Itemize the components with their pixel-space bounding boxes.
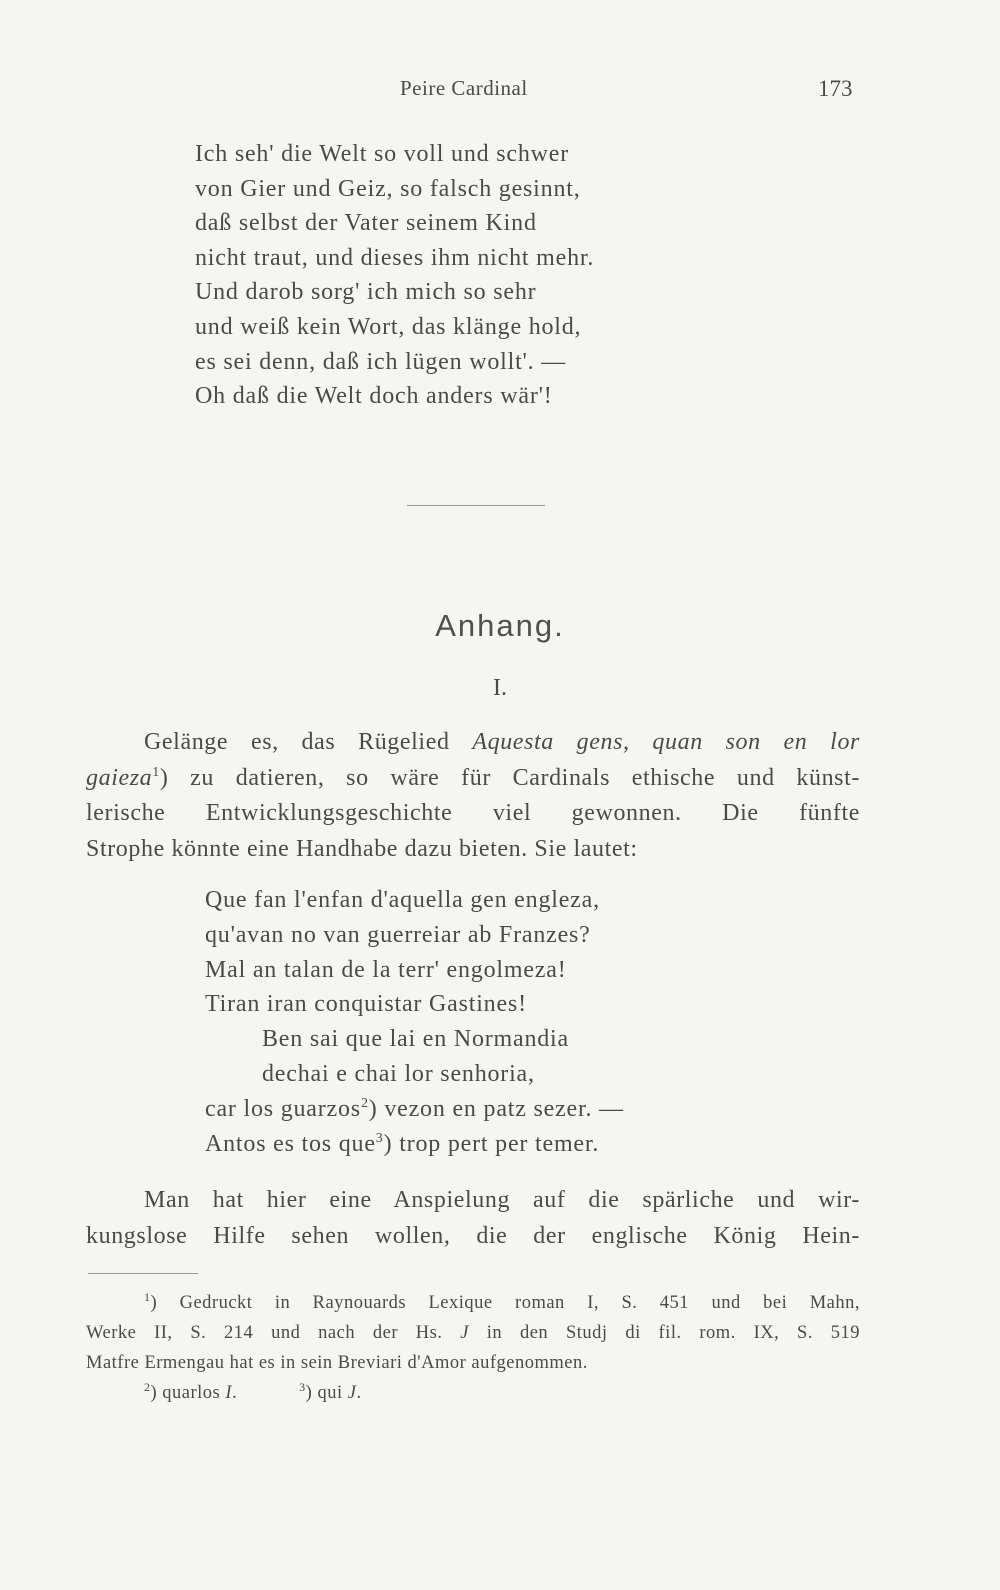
paragraph-line: gaieza$^1$) zu datieren, so wäre für Cardinals ethische und künst- — [86, 764, 860, 791]
paragraph-commentary — [86, 1183, 860, 1254]
footnote-ref: 3 — [375, 1130, 384, 1146]
footnote-marker: 3 — [299, 1380, 306, 1394]
poem-translation — [195, 137, 594, 414]
page-number: 173 — [818, 76, 853, 101]
paragraph-line: Gelänge es, das Rügelied Aquesta gens, quan son en lor — [144, 729, 860, 755]
song-title-cont: gaieza — [86, 764, 153, 791]
footnote-ref: 2 — [360, 1095, 369, 1111]
running-title: Peire Cardinal — [400, 76, 528, 100]
footnotes-2-3: $^2$) quarlos I. $^3$) qui J. — [144, 1380, 362, 1403]
poem-line: Tiran iran conquistar Gastines! — [205, 991, 527, 1018]
poem-line: Mal an talan de la terr' engolmeza! — [205, 956, 567, 983]
poem-original — [205, 883, 624, 1161]
paragraph-line: lerische Entwicklungsgeschichte viel gewonnen. Die fünfte — [86, 800, 860, 826]
running-head — [0, 76, 1000, 106]
footnote-ref: 1 — [152, 764, 160, 780]
footnote-1-cont: Matfre Ermengau hat es in sein Breviari d'Amor aufgenommen. — [86, 1353, 588, 1373]
poem-line: Ich seh' die Welt so voll und schwer — [195, 141, 570, 167]
poem-line: Oh daß die Welt doch anders wär'! — [195, 383, 553, 410]
poem-line: Antos es tos que$^3$) trop pert per temer. — [205, 1130, 600, 1157]
poem-line: qu'avan no van guerreiar ab Franzes? — [205, 921, 591, 948]
paragraph-line: Strophe könnte eine Handhabe dazu bieten. Sie lautet: — [86, 835, 638, 862]
poem-line: von Gier und Geiz, so falsch gesinnt, — [195, 175, 581, 202]
footnotes — [86, 1288, 860, 1408]
footnote-1: $^1$) Gedruckt in Raynouards Lexique roman I, S. 451 und bei Mahn, — [144, 1290, 860, 1313]
footnote-marker: 2 — [144, 1380, 151, 1394]
poem-line: dechai e chai lor senhoria, — [262, 1060, 535, 1087]
poem-line: Und darob sorg' ich mich so sehr — [195, 279, 537, 306]
paragraph-line: Man hat hier eine Anspielung auf die spärliche und wir- — [144, 1187, 860, 1213]
appendix-heading: Anhang. — [435, 608, 565, 643]
poem-line: daß selbst der Vater seinem Kind — [195, 210, 537, 237]
footnote-rule — [88, 1273, 198, 1274]
song-title: Aquesta gens, quan son en lor — [472, 729, 860, 755]
poem-line: Que fan l'enfan d'aquella gen engleza, — [205, 887, 600, 913]
poem-line: car los guarzos$^2$) vezon en patz sezer. — — [205, 1095, 624, 1122]
section-number: I. — [493, 675, 507, 701]
paragraph-intro — [86, 725, 860, 867]
poem-line: nicht traut, und dieses ihm nicht mehr. — [195, 244, 595, 271]
section-divider — [407, 505, 545, 506]
poem-line: es sei denn, daß ich lügen wollt'. — — [195, 348, 567, 375]
poem-line: Ben sai que lai en Normandia — [262, 1026, 569, 1053]
footnote-marker: 1 — [144, 1290, 151, 1304]
poem-line: und weiß kein Wort, das klänge hold, — [195, 313, 582, 340]
paragraph-line: kungslose Hilfe sehen wollen, die der englische König Hein- — [86, 1222, 860, 1249]
footnote-1-cont: Werke II, S. 214 und nach der Hs. J in den Studj di fil. rom. IX, S. 519 — [86, 1323, 860, 1343]
